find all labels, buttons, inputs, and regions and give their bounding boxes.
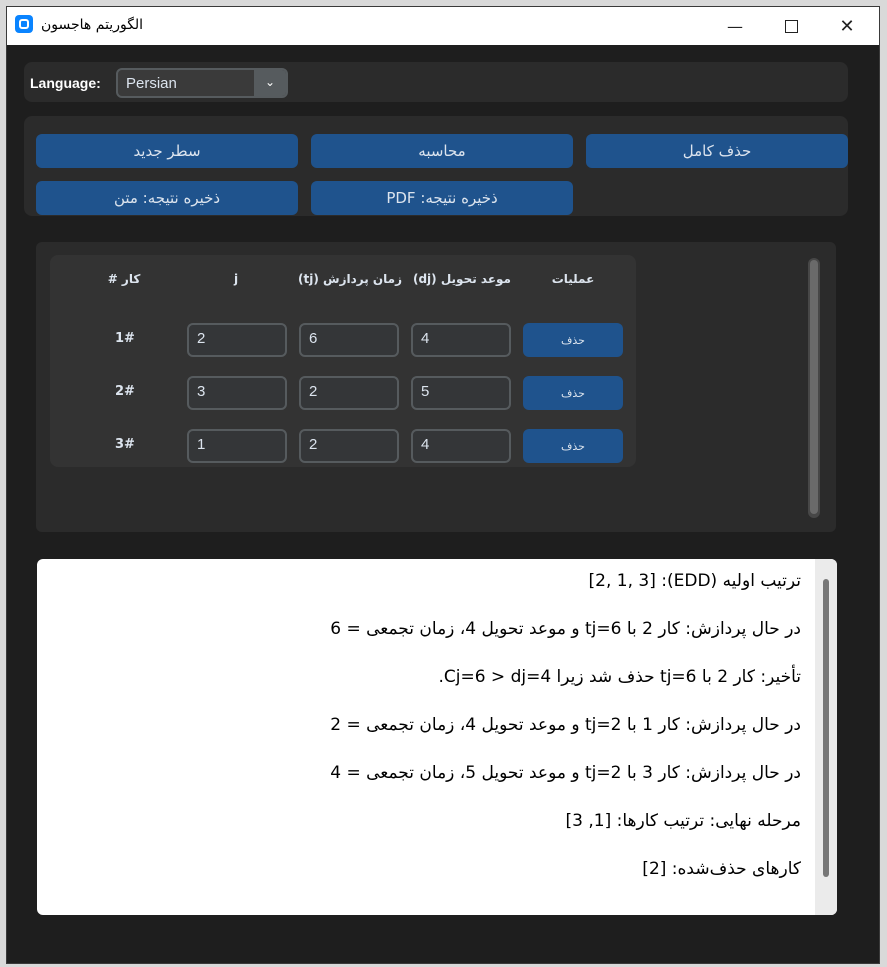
language-bar bbox=[24, 62, 848, 102]
result-line: تأخیر: کار 2 با tj=6 حذف شد زیرا Cj=6 > dj=4. bbox=[438, 667, 801, 687]
delete-row-button[interactable]: حذف bbox=[523, 323, 623, 357]
new-row-button[interactable]: سطر جدید bbox=[36, 134, 298, 168]
header-j: j bbox=[233, 272, 239, 286]
maximize-icon bbox=[785, 20, 798, 33]
chevron-down-icon[interactable]: ⌄ bbox=[254, 70, 286, 96]
result-textbox[interactable] bbox=[37, 559, 837, 915]
delete-all-button[interactable]: حذف کامل bbox=[586, 134, 848, 168]
result-line: در حال پردازش: کار 2 با tj=6 و موعد تحویل 4، زمان تجمعی = 6 bbox=[330, 619, 801, 639]
row-label: 3# bbox=[115, 437, 135, 452]
language-selected-value: Persian bbox=[126, 75, 177, 92]
title-bar bbox=[7, 7, 879, 45]
window-title: الگوریتم هاجسون bbox=[41, 17, 144, 33]
language-select[interactable] bbox=[116, 68, 288, 98]
scrollbar-thumb[interactable] bbox=[823, 579, 829, 877]
language-label: Language: bbox=[30, 75, 101, 91]
close-button[interactable]: ✕ bbox=[839, 15, 855, 37]
result-line: در حال پردازش: کار 1 با tj=2 و موعد تحویل 4، زمان تجمعی = 2 bbox=[330, 715, 801, 735]
row-label: 2# bbox=[115, 384, 135, 399]
table-scrollbar[interactable] bbox=[808, 258, 820, 518]
j-field[interactable]: 3 bbox=[187, 376, 287, 410]
header-due-date: موعد تحویل (dj) bbox=[412, 272, 511, 286]
row-label: 1# bbox=[115, 331, 135, 346]
delete-row-button[interactable]: حذف bbox=[523, 376, 623, 410]
header-job-no: کار # bbox=[107, 272, 141, 286]
app-icon bbox=[15, 15, 33, 33]
header-operations: عملیات bbox=[551, 272, 595, 286]
due-date-field[interactable]: 4 bbox=[411, 429, 511, 463]
due-date-field[interactable]: 5 bbox=[411, 376, 511, 410]
result-scrollbar[interactable] bbox=[815, 559, 837, 915]
minimize-button[interactable]: — bbox=[727, 16, 743, 36]
header-processing-time: زمان پردازش (tj) bbox=[298, 272, 402, 286]
delete-row-button[interactable]: حذف bbox=[523, 429, 623, 463]
processing-time-field[interactable]: 2 bbox=[299, 429, 399, 463]
save-pdf-button[interactable]: ذخیره نتیجه: PDF bbox=[311, 181, 573, 215]
maximize-button[interactable] bbox=[769, 11, 813, 41]
result-line: در حال پردازش: کار 3 با tj=2 و موعد تحویل 5، زمان تجمعی = 4 bbox=[330, 763, 801, 783]
scrollbar-thumb[interactable] bbox=[810, 260, 818, 514]
j-field[interactable]: 2 bbox=[187, 323, 287, 357]
processing-time-field[interactable]: 6 bbox=[299, 323, 399, 357]
j-field[interactable]: 1 bbox=[187, 429, 287, 463]
result-line: کارهای حذف‌شده: [2] bbox=[642, 859, 801, 879]
save-text-button[interactable]: ذخیره نتیجه: متن bbox=[36, 181, 298, 215]
result-line: مرحله نهایی: ترتیب کارها: [1, 3] bbox=[565, 811, 801, 831]
processing-time-field[interactable]: 2 bbox=[299, 376, 399, 410]
action-buttons-panel bbox=[24, 116, 848, 216]
calculate-button[interactable]: محاسبه bbox=[311, 134, 573, 168]
result-line: ترتیب اولیه (EDD): [2, 1, 3] bbox=[588, 571, 801, 591]
due-date-field[interactable]: 4 bbox=[411, 323, 511, 357]
